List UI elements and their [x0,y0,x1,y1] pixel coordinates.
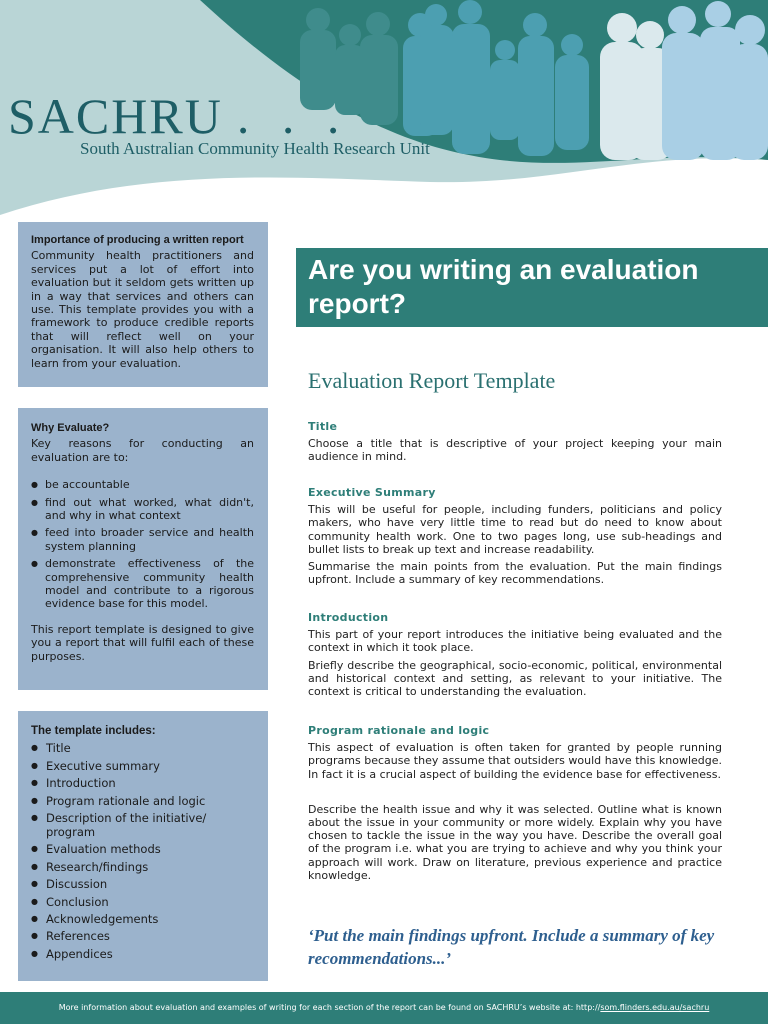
why-evaluate-outro: This report template is designed to give you a report that will fulfil each of these purposes. [31,622,254,663]
list-item: ● Acknowledgements [31,912,254,926]
list-item: ● Research/findings [31,860,254,874]
list-item: ● find out what worked, what didn't, and why in what context [31,496,254,523]
section-paragraph: This aspect of evaluation is often taken for granted by people running programs because they assume that outsiders would have this knowledge. In fact it is a crucial aspect of building the evidence base for effectiveness. [308,741,722,781]
list-item: ● Introduction [31,776,254,790]
organisation-subtitle: South Australian Community Health Research Unit [80,139,430,158]
section-program-rationale [308,724,722,886]
list-item: ● Evaluation methods [31,842,254,856]
list-item: ● demonstrate effectiveness of the comprehensive community health model and contribute to a rigorous evidence base for this model. [31,557,254,611]
list-item: ● feed into broader service and health system planning [31,526,254,553]
footer-bar [0,992,768,1024]
template-includes-heading: The template includes: [31,725,156,737]
section-heading: Program rationale and logic [308,724,490,737]
template-includes-list [31,741,254,960]
section-paragraph: This will be useful for people, including funders, politicians and policy makers, who have very little time to read but do need to know about community health work. One to two pages long, use sub-headings and bullet lists to break up text and increase readability. [308,503,722,556]
list-item: ● Conclusion [31,895,254,909]
headline-banner: Are you writing an evaluation report? [296,248,768,327]
section-paragraph: Summarise the main points from the evaluation. Put the main findings upfront. Include a summary of key recommendations. [308,560,722,587]
why-evaluate-box [18,408,268,690]
footer-text: More information about evaluation and examples of writing for each section of the report can be found on SACHRU’s website at: http:// [58,1003,601,1012]
section-paragraph: This part of your report introduces the initiative being evaluated and the context in which it took place. [308,628,722,655]
section-executive-summary [308,486,722,590]
list-item: ● References [31,929,254,943]
list-item: ● Appendices [31,947,254,961]
section-paragraph: Describe the health issue and why it was selected. Outline what is known about the issue in your community or more widely. Explain why you have chosen to tackle the issue in the way you have. Describe the overall goal of the program i.e. what you are trying to achieve and why you think your approach will work. Draw on literature, previous experience and practice knowledge. [308,802,722,882]
section-paragraph: Choose a title that is descriptive of your project keeping your main audience in mind. [308,437,722,464]
document-title: Evaluation Report Template [308,368,556,393]
list-item: ● Executive summary [31,759,254,773]
importance-heading: Importance of producing a written report [31,234,244,246]
importance-box [18,222,268,387]
list-item: ● be accountable [31,478,254,491]
why-evaluate-list [31,478,254,611]
pull-quote: ‘Put the main findings upfront. Include a summary of key recommendations...’ [308,926,715,968]
list-item: ● Description of the initiative/ program [31,811,254,839]
section-heading: Title [308,420,338,433]
why-evaluate-heading: Why Evaluate? [31,422,110,434]
sachru-logo [8,88,349,144]
list-item: ● Discussion [31,877,254,891]
logo-text: SACHRU [8,88,223,144]
section-introduction [308,611,722,702]
importance-text: Community health practitioners and services put a lot of effort into evaluation but it seldom gets written up in a way that services and others can use. This template provides you with a framework to produce credible reports that will reflect well on your organisation. It will also help others to learn from your evaluation. [31,249,254,370]
section-title [308,420,722,468]
list-item: ● Title [31,741,254,755]
logo-dots: . . . [236,88,350,144]
template-includes-box [18,711,268,981]
section-paragraph: Briefly describe the geographical, socio-economic, political, environmental and historical context and setting, as relevant to your initiative. The context is critical to understanding the evaluation. [308,658,722,699]
section-heading: Introduction [308,611,389,624]
section-heading: Executive Summary [308,486,436,499]
list-item: ● Program rationale and logic [31,794,254,808]
sachru-website-link[interactable]: som.flinders.edu.au/sachru [600,1003,710,1012]
why-evaluate-intro: Key reasons for conducting an evaluation are to: [31,437,254,464]
